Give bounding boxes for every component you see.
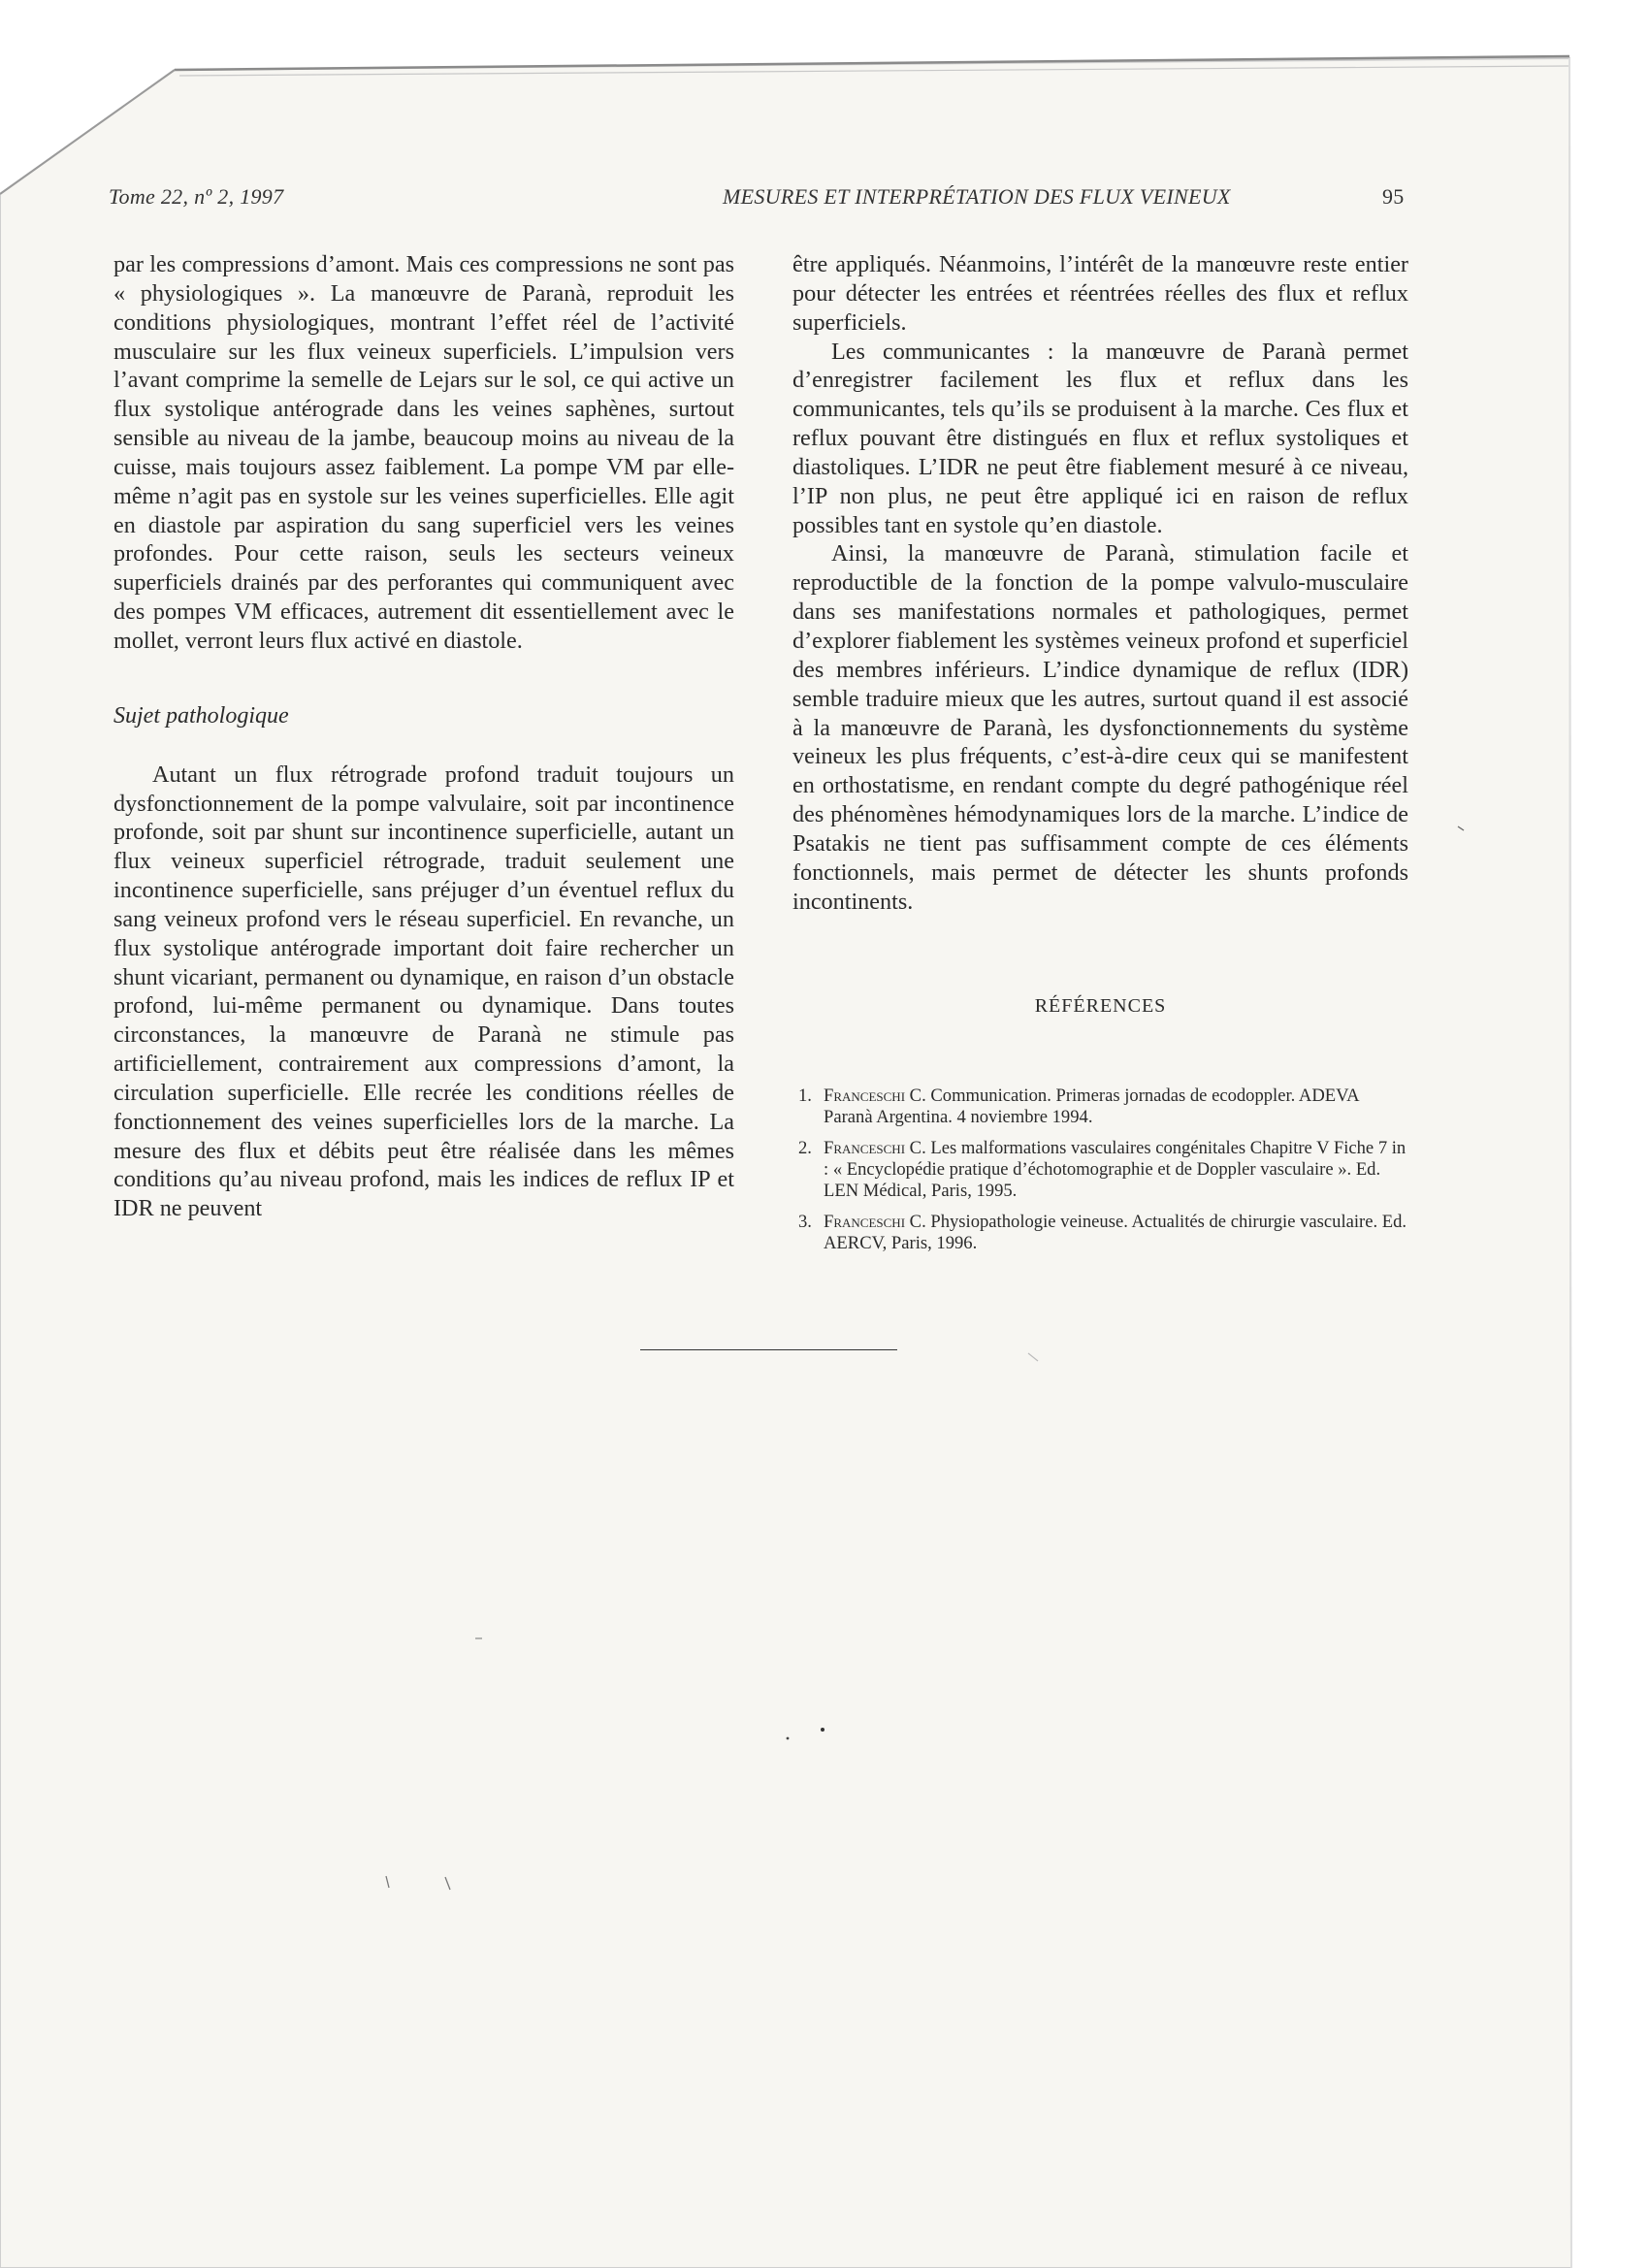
reference-text: Physiopathologie veineuse. Actualités de chirurgie vasculaire. Ed. AERCV, Paris, 1996. bbox=[824, 1212, 1407, 1254]
reference-item bbox=[792, 1138, 1408, 1202]
reference-author: Franceschi C. bbox=[824, 1212, 926, 1233]
references-heading: RÉFÉRENCES bbox=[1034, 995, 1167, 1018]
reference-list bbox=[792, 1085, 1408, 1254]
reference-text: Communication. Primeras jornadas de ecodoppler. ADEVA Paranà Argentina. 4 noviembre 1994. bbox=[824, 1085, 1359, 1128]
running-head-left: Tome 22, nº 2, 1997 bbox=[109, 184, 284, 209]
reference-text: Les malformations vasculaires congénitales Chapitre V Fiche 7 in : « Encyclopédie pratique d’échotomographie et de Doppler vasculaire ». Ed. LEN Médical, Paris, 1995. bbox=[824, 1138, 1406, 1202]
reference-item bbox=[792, 1085, 1408, 1128]
body-paragraph: être appliqués. Néanmoins, l’intérêt de la manœuvre reste entier pour détecter les entrées et réentrées réelles des flux et reflux superficiels. bbox=[792, 251, 1408, 336]
right-column bbox=[792, 250, 1408, 1264]
running-head-title: MESURES ET INTERPRÉTATION DES FLUX VEINEUX bbox=[723, 184, 1231, 209]
reference-number: 3. bbox=[798, 1212, 812, 1233]
body-paragraph: Les communicantes : la manœuvre de Paranà permet d’enregistrer facilement les flux et reflux dans les communicantes, tels qu’ils se produisent à la marche. Ces flux et reflux pouvant être distingués en flux et reflux systoliques et diastoliques. L’IDR ne peut être fiablement mesuré à ce niveau, l’IP non plus, ne peut être appliqué ici en raison de reflux possibles tant en systole qu’en diastole. bbox=[792, 338, 1408, 538]
end-of-article-rule bbox=[640, 1349, 897, 1350]
body-paragraph: Ainsi, la manœuvre de Paranà, stimulation facile et reproductible de la fonction de la pompe valvulo-musculaire dans ses manifestations normales et pathologiques, permet d’explorer fiablement les systèmes veineux profond et superficiel des membres inférieurs. L’indice dynamique de reflux (IDR) semble traduire mieux que les autres, surtout quand il est associé à la manœuvre de Paranà, les dysfonctionnements du système veineux les plus fréquents, c’est-à-dire ceux qui se manifestent en orthostatisme, en rendant compte du degré pathogénique réel des phénomènes hémodynamiques lors de la marche. L’indice de Psatakis ne tient pas suffisamment compte de ces éléments fonctionnels, mais permet de détecter les shunts profonds incontinents. bbox=[792, 540, 1408, 915]
left-column bbox=[113, 250, 734, 1223]
section-heading: Sujet pathologique bbox=[113, 702, 289, 729]
reference-number: 1. bbox=[798, 1085, 812, 1107]
reference-item bbox=[792, 1212, 1408, 1254]
body-paragraph: par les compressions d’amont. Mais ces compressions ne sont pas « physiologiques ». La manœuvre de Paranà, reproduit les conditions physiologiques, montrant l’effet réel de l’activité musculaire sur les flux veineux superficiels. L’impulsion vers l’avant comprime la semelle de Lejars sur le sol, ce qui active un flux systolique antérograde dans les veines saphènes, surtout sensible au niveau de la jambe, beaucoup moins au niveau de la cuisse, mais toujours assez faiblement. La pompe VM par elle-même n’agit pas en systole sur les veines superficielles. Elle agit en diastole par aspiration du sang superficiel vers les veines profondes. Pour cette raison, seuls les secteurs veineux superficiels drainés par des perforantes qui communiquent avec des pompes VM efficaces, autrement dit essentiellement avec le mollet, verront leurs flux activé en diastole. bbox=[113, 251, 734, 654]
reference-author: Franceschi C. bbox=[824, 1138, 926, 1159]
reference-number: 2. bbox=[798, 1138, 812, 1159]
reference-author: Franceschi C. bbox=[824, 1085, 926, 1107]
body-paragraph: Autant un flux rétrograde profond traduit toujours un dysfonctionnement de la pompe valvulaire, soit par incontinence profonde, soit par shunt sur incontinence superficielle, autant un flux veineux superficiel rétrograde, traduit seulement une incontinence superficielle, sans préjuger d’un éventuel reflux du sang veineux profond vers le réseau superficiel. En revanche, un flux systolique antérograde important doit faire rechercher un shunt vicariant, permanent ou dynamique, en raison d’un obstacle profond, lui-même permanent ou dynamique. Dans toutes circonstances, la manœuvre de Paranà ne stimule pas artificiellement, contrairement aux compressions d’amont, la circulation superficielle. Elle recrée les conditions réelles de fonctionnement des veines superficielles lors de la marche. La mesure des flux et débits peut être réalisée dans les mêmes conditions qu’au niveau profond, mais les indices de reflux IP et IDR ne peuvent bbox=[113, 761, 734, 1222]
page-number: 95 bbox=[1382, 184, 1405, 209]
